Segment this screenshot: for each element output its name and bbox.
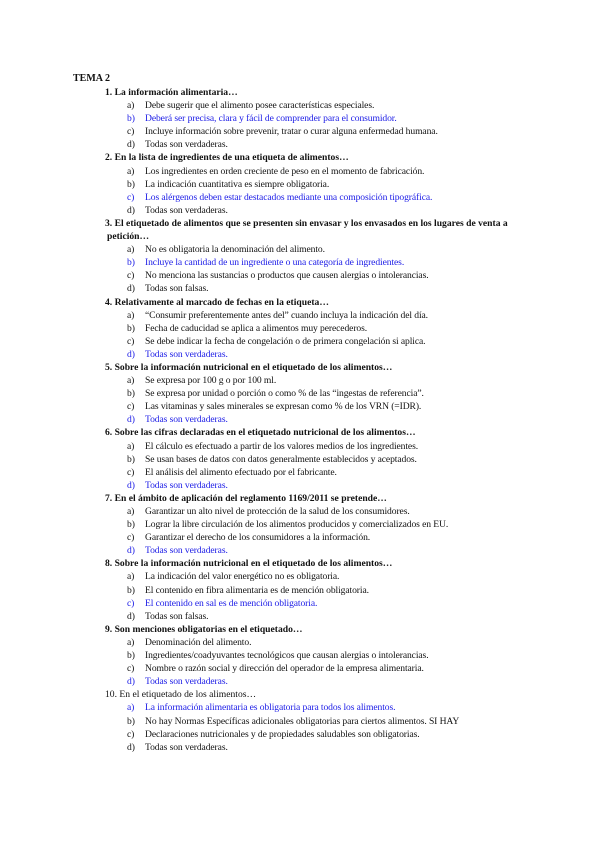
option-text: Todas son verdaderas. (145, 676, 228, 688)
option-text: Fecha de caducidad se aplica a alimentos muy perecederos. (145, 322, 368, 334)
option-letter: d) (127, 676, 135, 688)
option-text: “Consumir preferentemente antes del” cuando incluya la indicación del día. (145, 309, 428, 321)
answer-option (73, 165, 543, 178)
answer-option (73, 518, 543, 531)
option-letter: b) (127, 584, 135, 596)
answer-option (73, 309, 543, 322)
question-text: 1. La información alimentaria… (105, 87, 238, 98)
option-text: No hay Normas Específicas adicionales obligatorias para ciertos alimentos. SI HAY (145, 715, 460, 727)
option-text: La indicación del valor energético no es obligatoria. (145, 571, 340, 583)
option-letter: c) (127, 663, 135, 675)
question-text: 4. Relativamente al marcado de fechas en la etiqueta… (105, 296, 329, 308)
answer-option (73, 125, 543, 138)
document-title: TEMA 2 (73, 73, 110, 84)
answer-option (73, 440, 543, 453)
question-text: 7. En el ámbito de aplicación del reglamento 1169/2011 se pretende… (105, 492, 387, 504)
option-letter: a) (127, 636, 135, 648)
answer-option-highlighted (73, 544, 543, 557)
option-letter: a) (127, 309, 135, 321)
answer-option (73, 204, 543, 217)
option-letter: c) (127, 728, 135, 740)
option-text: Deberá ser precisa, clara y fácil de comprender para el consumidor. (145, 113, 397, 125)
question-6 (73, 426, 543, 491)
option-letter: c) (127, 126, 135, 138)
answer-option (73, 243, 543, 256)
question-8 (73, 557, 543, 622)
answer-option-highlighted (73, 191, 543, 204)
option-letter: a) (127, 506, 135, 517)
option-letter: b) (127, 519, 135, 531)
answer-option (73, 649, 543, 662)
option-text: Incluye la cantidad de un ingrediente o una categoría de ingredientes. (145, 257, 405, 269)
question-7 (73, 492, 543, 557)
answer-option (73, 505, 543, 518)
option-text: No menciona las sustancias o productos que causen alergias o intolerancias. (145, 270, 429, 282)
option-letter: c) (127, 532, 135, 544)
answer-option (73, 374, 543, 387)
option-letter: d) (127, 414, 135, 426)
question-9 (73, 623, 543, 688)
question-5 (73, 361, 543, 426)
answer-option (73, 138, 543, 151)
option-letter: d) (127, 139, 135, 151)
option-letter: d) (127, 610, 135, 622)
option-text: Declaraciones nutricionales y de propiedades saludables son obligatorias. (145, 728, 420, 740)
answer-option (73, 178, 543, 191)
option-text: No es obligatoria la denominación del alimento. (145, 244, 325, 256)
answer-option-highlighted (73, 112, 543, 125)
option-text: El contenido en sal es de mención obligatoria. (145, 597, 318, 609)
answer-option (73, 531, 543, 544)
answer-option (73, 570, 543, 583)
option-letter: d) (127, 741, 135, 753)
answer-option (73, 636, 543, 649)
option-text: Denominación del alimento. (145, 636, 252, 648)
option-text: Todas son verdaderas. (145, 348, 228, 360)
option-text: El análisis del alimento efectuado por el fabricante. (145, 466, 337, 478)
answer-option-highlighted (73, 413, 543, 426)
option-text: Todas son verdaderas. (145, 741, 228, 753)
option-text: Incluye información sobre prevenir, tratar o curar alguna enfermedad humana. (145, 126, 438, 138)
option-letter: a) (127, 571, 135, 583)
option-letter: a) (127, 165, 135, 177)
option-letter: b) (127, 715, 135, 727)
option-text: Todas son verdaderas. (145, 139, 228, 151)
option-text: Todas son falsas. (145, 283, 209, 295)
answer-option (73, 400, 543, 413)
option-letter: c) (127, 270, 135, 282)
answer-option (73, 335, 543, 348)
question-text: 2. En la lista de ingredientes de una etiqueta de alimentos… (105, 152, 349, 164)
option-letter: d) (127, 545, 135, 557)
option-letter: c) (127, 597, 135, 609)
option-text: Ingredientes/coadyuvantes tecnológicos que causan alergias o intolerancias. (145, 650, 429, 662)
option-text: Se debe indicar la fecha de congelación o de primera congelación si aplica. (145, 335, 426, 347)
question-text: 10. En el etiquetado de los alimentos… (105, 689, 257, 701)
answer-option (73, 741, 543, 754)
question-text: 3. El etiquetado de alimentos que se presenten sin envasar y los envasados en los lugares de venta a petición… (105, 217, 508, 243)
option-text: Las vitaminas y sales minerales se expresan como % de los VRN (=IDR). (145, 401, 422, 413)
question-list (73, 86, 543, 754)
question-text: 8. Sobre la información nutricional en el etiquetado de los alimentos… (105, 558, 393, 570)
option-text: Todas son falsas. (145, 610, 209, 622)
answer-option-highlighted (73, 348, 543, 361)
question-text: 9. Son menciones obligatorias en el etiquetado… (105, 623, 303, 635)
option-text: Garantizar el derecho de los consumidores a la información. (145, 532, 371, 544)
question-2 (73, 151, 543, 216)
question-text: 5. Sobre la información nutricional en el etiquetado de los alimentos… (105, 361, 393, 373)
option-letter: a) (127, 702, 135, 714)
option-text: Se usan bases de datos con datos generalmente establecidos y aceptados. (145, 453, 417, 465)
option-letter: a) (127, 440, 135, 452)
answer-option (73, 282, 543, 295)
answer-option (73, 584, 543, 597)
option-letter: c) (127, 401, 135, 413)
option-letter: d) (127, 348, 135, 360)
option-text: Lograr la libre circulación de los alimentos producidos y comercializados en EU. (145, 519, 449, 531)
answer-option (73, 322, 543, 335)
option-text: Los ingredientes en orden creciente de peso en el momento de fabricación. (145, 165, 425, 177)
option-letter: a) (127, 375, 135, 387)
option-letter: b) (127, 257, 135, 269)
option-text: Debe sugerir que el alimento posee características especiales. (145, 100, 375, 112)
question-1 (73, 86, 543, 151)
option-letter: a) (127, 244, 135, 256)
option-text: Todas son verdaderas. (145, 414, 228, 426)
option-text: Todas son verdaderas. (145, 204, 228, 216)
answer-option (73, 387, 543, 400)
option-letter: a) (127, 100, 135, 112)
answer-option-highlighted (73, 675, 543, 688)
answer-option (73, 662, 543, 675)
option-letter: b) (127, 650, 135, 662)
option-text: El cálculo es efectuado a partir de los valores medios de los ingredientes. (145, 440, 419, 452)
option-letter: d) (127, 479, 135, 491)
option-letter: b) (127, 322, 135, 334)
answer-option (73, 610, 543, 623)
option-text: La información alimentaria es obligatoria para todos los alimentos. (145, 702, 396, 714)
option-text: Se expresa por unidad o porción o como % de las “ingestas de referencia”. (145, 388, 424, 400)
option-letter: b) (127, 113, 135, 125)
option-text: Se expresa por 100 g o por 100 ml. (145, 375, 277, 387)
option-letter: c) (127, 191, 135, 203)
option-letter: c) (127, 466, 135, 478)
option-text: Nombre o razón social y dirección del operador de la empresa alimentaria. (145, 663, 424, 675)
option-letter: b) (127, 178, 135, 190)
option-text: Todas son verdaderas. (145, 479, 228, 491)
answer-option (73, 715, 543, 728)
answer-option-highlighted (73, 597, 543, 610)
option-text: Todas son verdaderas. (145, 545, 228, 557)
answer-option (73, 453, 543, 466)
option-letter: b) (127, 388, 135, 400)
option-text: La indicación cuantitativa es siempre obligatoria. (145, 178, 330, 190)
question-10 (73, 688, 543, 753)
answer-option (73, 728, 543, 741)
option-letter: d) (127, 283, 135, 295)
option-letter: c) (127, 335, 135, 347)
option-letter: d) (127, 204, 135, 216)
answer-option-highlighted (73, 256, 543, 269)
question-3 (73, 217, 543, 296)
option-text: Garantizar un alto nivel de protección de la salud de los consumidores. (145, 506, 410, 517)
question-4 (73, 296, 543, 361)
option-letter: b) (127, 453, 135, 465)
option-text: El contenido en fibra alimentaria es de mención obligatoria. (145, 584, 369, 596)
question-text: 6. Sobre las cifras declaradas en el etiquetado nutricional de los alimentos… (105, 427, 416, 439)
answer-option (73, 99, 543, 112)
answer-option-highlighted (73, 479, 543, 492)
answer-option-highlighted (73, 701, 543, 714)
option-text: Los alérgenos deben estar destacados mediante una composición tipográfica. (145, 191, 433, 203)
answer-option (73, 269, 543, 282)
answer-option (73, 466, 543, 479)
